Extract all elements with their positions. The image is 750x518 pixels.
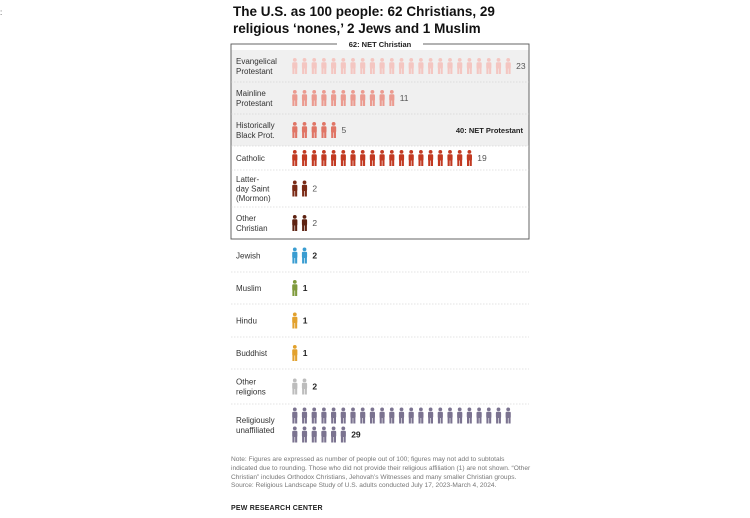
value-label: 2 [312,250,318,261]
group-row [231,345,529,369]
person-icon [292,280,297,296]
person-icon [399,408,404,424]
category-label-line: Buddhist [236,349,268,358]
person-icon [477,408,482,424]
category-label-line: Mainline [236,89,266,99]
chart-note [231,456,531,491]
person-icon [292,181,297,197]
person-icon [302,427,307,443]
group-row [236,408,511,443]
person-icon [467,150,472,166]
person-icon [292,150,297,166]
person-icon [331,150,336,166]
person-icon [467,408,472,424]
category-label [236,252,260,261]
person-icon [457,150,462,166]
person-icon [457,408,462,424]
category-label-line: (Mormon) [236,194,271,204]
group-row [236,214,317,233]
category-label-line: Other [236,377,257,387]
category-label-line: Jewish [236,251,261,261]
person-icon [321,427,326,443]
value-label: 1 [302,348,308,358]
value-label: 2 [312,381,318,392]
category-label-line: unaffiliated [236,425,275,435]
person-icon [331,408,336,424]
category-label-line: Muslim [236,284,262,293]
person-icon [292,427,297,443]
person-icon [380,408,385,424]
person-icon [438,408,443,424]
person-icon [447,150,452,166]
category-label-line: Evangelical [236,57,277,67]
person-icon [292,313,297,329]
category-label-line: Christian [236,223,268,233]
person-icon [341,408,346,424]
person-icon [409,408,414,424]
net-christian-label: 62: NET Christian [348,40,412,49]
category-label-line: Latter- [236,174,260,184]
person-icon [380,150,385,166]
category-label-line: Hindu [236,316,257,326]
person-icon [321,150,326,166]
group-row [231,248,529,273]
category-label-line: Other [236,214,257,224]
group-row [231,280,529,304]
value-label: 1 [302,283,308,293]
value-label: 19 [477,153,487,163]
value-label: 23 [516,61,526,71]
value-label: 29 [351,429,361,440]
person-icon [370,408,375,424]
person-icon [321,408,326,424]
person-icon [341,427,346,443]
person-icon [399,150,404,166]
value-label: 5 [341,125,347,135]
group-row [231,150,529,170]
person-icon [312,408,317,424]
person-icon [302,379,307,395]
person-icon [370,150,375,166]
person-icon [331,427,336,443]
person-icon [360,150,365,166]
net-protestant-label: 40: NET Protestant [455,126,523,135]
category-label [236,349,268,358]
person-icon [302,248,307,264]
person-icon [350,408,355,424]
person-icon [292,379,297,395]
person-icon [389,408,394,424]
category-label [236,284,262,293]
person-icon [496,408,501,424]
category-label-line: Religiously [236,416,275,426]
person-icon [409,150,414,166]
category-label-line: Historically [236,121,275,131]
category-label [236,121,275,140]
category-label [236,175,271,203]
person-icon [292,408,297,424]
category-label-line: Catholic [236,154,265,163]
person-icon [428,150,433,166]
person-icon [438,150,443,166]
pew-logo-text: PEW RESEARCH CENTER [231,505,323,512]
value-label: 2 [312,183,318,194]
category-label [236,416,275,435]
person-icon [302,215,307,231]
value-label: 1 [302,315,308,326]
category-label-line: religions [236,387,266,397]
person-icon [292,248,297,264]
person-icon [292,215,297,231]
value-label: 11 [399,93,409,103]
person-icon [302,181,307,197]
person-icon [428,408,433,424]
person-icon [292,345,297,361]
category-label-line: Black Prot. [236,130,275,140]
category-label [236,378,266,397]
category-label [236,154,265,163]
value-label: 2 [312,218,318,228]
category-label-line: Protestant [236,66,273,76]
chart-title: The U.S. as 100 people: 62 Christians, 29 religious ‘nones,’ 2 Jews and 1 Muslim [233,4,495,36]
person-icon [302,150,307,166]
category-label-line: Protestant [236,98,273,108]
corner-mark: : [0,8,3,17]
person-icon [486,408,491,424]
person-icon [350,150,355,166]
person-icon [418,408,423,424]
group-row [231,175,529,207]
group-row [231,378,529,404]
person-icon [389,150,394,166]
person-icon [312,427,317,443]
person-icon [341,150,346,166]
note-text: Note: Figures are expressed as number of people out of 100; figures may not add to subtotals indicated due to rounding. Those who did not provide their religious affiliation (1) are not shown. “Other Christian” includes Orthodox Christians, Jehovah’s Witnesses and many smaller Christian groups. [231,456,531,481]
category-label [236,317,257,326]
person-icon [418,150,423,166]
group-row [231,313,529,338]
person-icon [360,408,365,424]
source-text: Source: Religious Landscape Study of U.S. adults conducted July 17, 2023-March 4, 2024. [231,482,497,490]
person-icon [302,408,307,424]
person-icon [506,408,511,424]
category-label-line: day Saint [236,184,270,194]
person-icon [312,150,317,166]
category-label [236,57,277,76]
person-icon [447,408,452,424]
category-label [236,214,268,233]
